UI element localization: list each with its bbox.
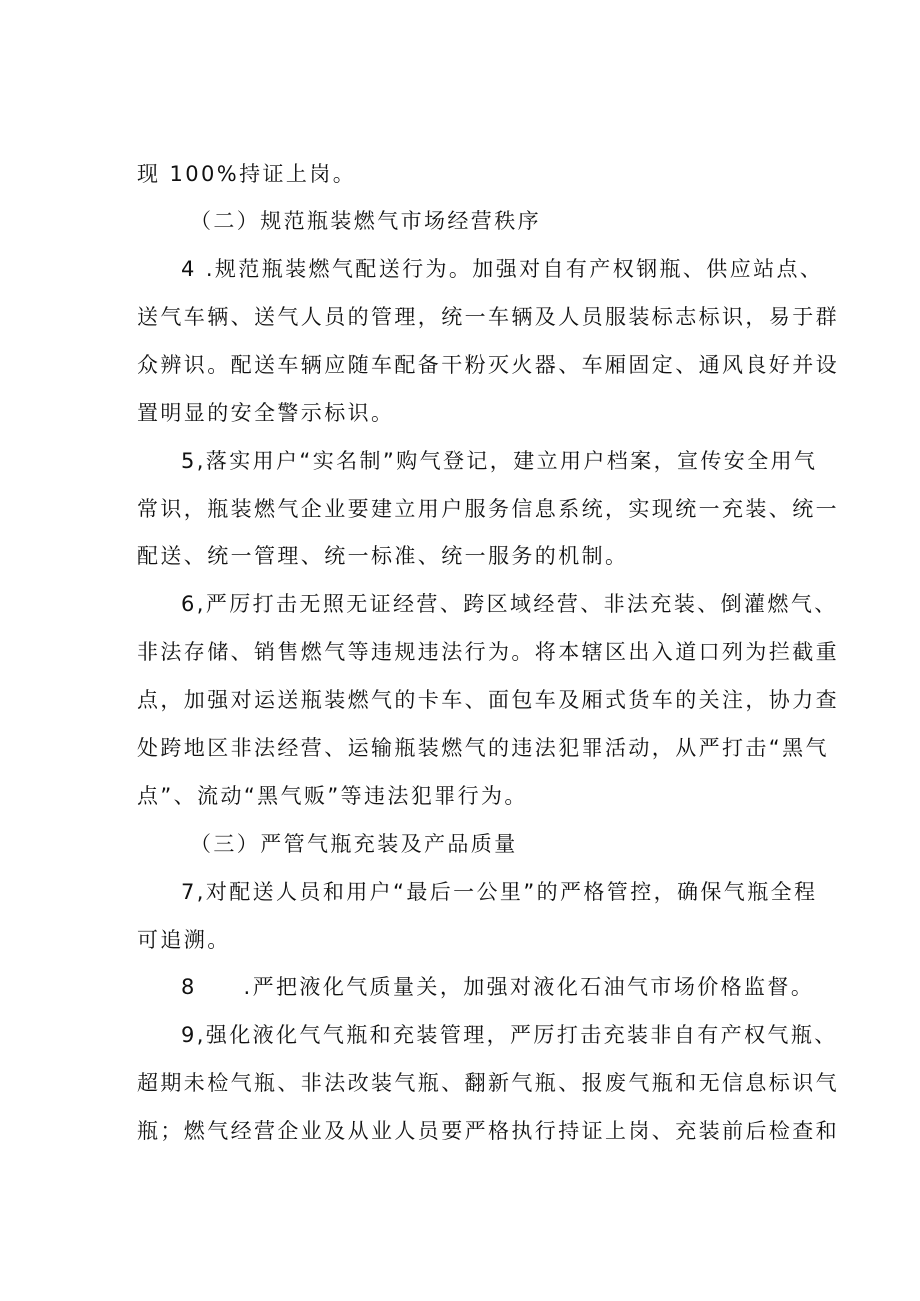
text-line: 非法存储、销售燃气等违规违法行为。将本辖区出入道口列为拦截重	[137, 640, 839, 664]
text-line: 可追溯。	[137, 928, 231, 952]
section-heading-2: （二）规范瓶装燃气市场经营秩序	[190, 209, 541, 233]
text-line: 点，加强对运送瓶装燃气的卡车、面包车及厢式货车的关注，协力查	[137, 688, 839, 712]
text-line: 7,对配送人员和用户“最后一公里”的严格管控，确保气瓶全程	[181, 880, 818, 904]
text-line: 6,严厉打击无照无证经营、跨区域经营、非法充装、倒灌燃气、	[181, 592, 838, 616]
text-line: 瓶；燃气经营企业及从业人员要严格执行持证上岗、充装前后检查和	[137, 1119, 839, 1143]
text-line: 5,落实用户“实名制”购气登记，建立用户档案，宣传安全用气	[181, 449, 818, 473]
section-heading-3: （三）严管气瓶充装及产品质量	[190, 832, 518, 856]
text-line: 配送、统一管理、统一标准、统一服务的机制。	[137, 544, 629, 568]
text-line: 众辨识。配送车辆应随车配备干粉灭火器、车厢固定、通风良好并设	[137, 353, 839, 377]
text-line: 点”、流动“黑气贩”等违法犯罪行为。	[137, 784, 528, 808]
text-line: 常识，瓶装燃气企业要建立用户服务信息系统，实现统一充装、统一	[137, 497, 839, 521]
text-line: 4 .规范瓶装燃气配送行为。加强对自有产权钢瓶、供应站点、	[181, 257, 824, 281]
text-line: 现 100%持证上岗。	[137, 162, 357, 186]
text-line: 9,强化液化气气瓶和充装管理，严厉打击充装非自有产权气瓶、	[181, 1023, 838, 1047]
text-line: 8 .严把液化气质量关，加强对液化石油气市场价格监督。	[181, 975, 815, 999]
text-line: 送气车辆、送气人员的管理，统一车辆及人员服装标志标识，易于群	[137, 305, 839, 329]
text-line: 处跨地区非法经营、运输瓶装燃气的违法犯罪活动，从严打击“黑气	[137, 736, 829, 760]
text-line: 超期未检气瓶、非法改装气瓶、翻新气瓶、报废气瓶和无信息标识气	[137, 1071, 839, 1095]
text-line: 置明显的安全警示标识。	[137, 401, 395, 425]
